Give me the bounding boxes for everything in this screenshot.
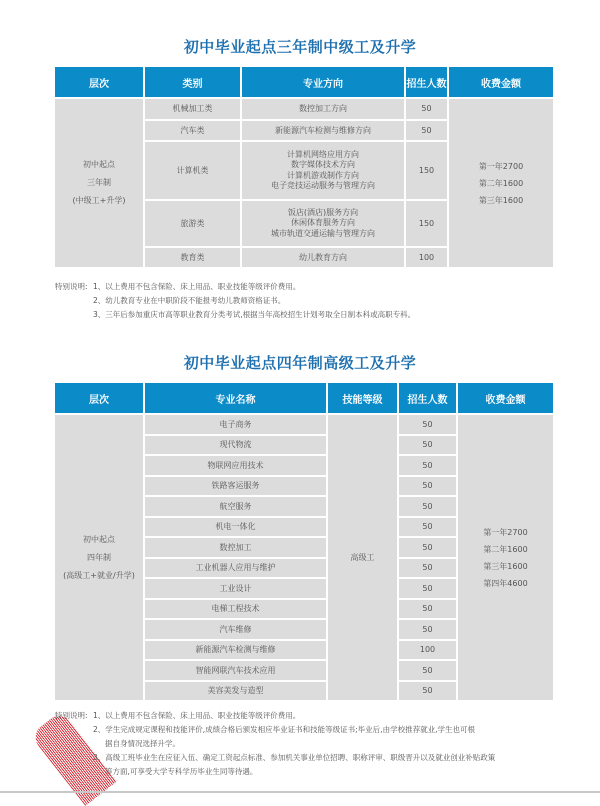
note-item: 3、高级工班毕业生在应征入伍、确定工资起点标准、参加机关事业单位招聘、职称评审、职级晋升以及就业创业补贴政策: [93, 753, 496, 762]
enrollment-cell: 50: [406, 99, 447, 119]
enrollment-cell: 150: [406, 142, 447, 199]
header-skill-level: 技能等级: [328, 383, 397, 413]
enrollment-cell: 50: [399, 415, 456, 434]
category-cell: 机械加工类: [145, 99, 240, 119]
major-cell: 现代物流: [145, 436, 326, 455]
section2-title: 初中毕业起点四年制高级工及升学: [183, 354, 417, 372]
enrollment-cell: 50: [399, 620, 456, 639]
major-cell: 饭店(酒店)服务方向 休闲体育服务方向 城市轨道交通运输与管理方向: [242, 201, 404, 246]
enrollment-cell: 50: [399, 579, 456, 598]
major-cell: 工业设计: [145, 579, 326, 598]
major-cell: 铁路客运服务: [145, 477, 326, 496]
three-year-program-table: [53, 65, 555, 269]
header-major-name: 专业名称: [145, 383, 326, 413]
note-item: 2、幼儿教育专业在中职阶段不能报考幼儿教师资格证书。: [93, 296, 286, 305]
fee-cell: 第一年2700 第二年1600 第三年1600 第四年4600: [458, 415, 553, 700]
header-fee: 收费金额: [449, 67, 553, 97]
note-item: 1、以上费用不包含保险、床上用品、职业技能等级评价费用。: [93, 282, 301, 291]
major-cell: 美容美发与造型: [145, 682, 326, 701]
major-cell: 智能网联汽车技术应用: [145, 661, 326, 680]
enrollment-cell: 50: [399, 682, 456, 701]
major-cell: 汽车维修: [145, 620, 326, 639]
fee-cell: 第一年2700 第二年1600 第三年1600: [449, 99, 553, 267]
table-header-row: [55, 383, 553, 413]
major-cell: 电子商务: [145, 415, 326, 434]
enrollment-cell: 50: [399, 538, 456, 557]
major-cell: 电梯工程技术: [145, 600, 326, 619]
major-cell: 物联网应用技术: [145, 456, 326, 475]
header-level: 层次: [55, 67, 143, 97]
level-cell: 初中起点 四年制 (高级工+就业/升学): [55, 415, 143, 700]
note-item: 2、学生完成规定课程和技能评价,成绩合格后颁发相应毕业证书和技能等级证书;毕业后,由学校推荐就业,学生也可根: [93, 725, 475, 734]
major-cell: 数控加工方向: [242, 99, 404, 119]
category-cell: 旅游类: [145, 201, 240, 246]
section1-notes: [55, 280, 415, 322]
major-cell: 机电一体化: [145, 518, 326, 537]
note-item-continued: 等方面,可享受大学专科学历毕业生同等待遇。: [105, 767, 258, 776]
skill-level-cell: 高级工: [328, 415, 397, 700]
enrollment-cell: 100: [406, 248, 447, 267]
note-item: 1、以上费用不包含保险、床上用品、职业技能等级评价费用。: [93, 711, 301, 720]
major-cell: 航空服务: [145, 497, 326, 516]
enrollment-cell: 50: [399, 600, 456, 619]
header-enrollment: 招生人数: [406, 67, 447, 97]
notes-label: 特别说明:: [55, 282, 88, 291]
header-enrollment: 招生人数: [399, 383, 456, 413]
table-header-row: [55, 67, 553, 97]
four-year-program-table: [53, 381, 555, 702]
major-cell: 新能源汽车检测与维修: [145, 641, 326, 660]
notes-label: 特别说明:: [55, 711, 88, 720]
note-item-continued: 据自身情况选择升学。: [105, 739, 180, 748]
enrollment-cell: 50: [399, 456, 456, 475]
major-cell: 计算机网络应用方向 数字媒体技术方向 计算机游戏制作方向 电子竞技运动服务与管理方向: [242, 142, 404, 199]
enrollment-cell: 50: [399, 477, 456, 496]
major-cell: 新能源汽车检测与维修方向: [242, 121, 404, 140]
category-cell: 教育类: [145, 248, 240, 267]
header-major: 专业方向: [242, 67, 404, 97]
section1-title: 初中毕业起点三年制中级工及升学: [183, 38, 417, 56]
section2-notes: [55, 709, 495, 779]
enrollment-cell: 50: [399, 661, 456, 680]
enrollment-cell: 50: [399, 559, 456, 578]
category-cell: 汽车类: [145, 121, 240, 140]
enrollment-cell: 50: [399, 436, 456, 455]
table-row: [55, 415, 553, 434]
enrollment-cell: 100: [399, 641, 456, 660]
header-level: 层次: [55, 383, 143, 413]
table-row: [55, 99, 553, 119]
header-category: 类别: [145, 67, 240, 97]
header-fee: 收费金额: [458, 383, 553, 413]
major-cell: 数控加工: [145, 538, 326, 557]
enrollment-cell: 50: [399, 518, 456, 537]
major-cell: 幼儿教育方向: [242, 248, 404, 267]
enrollment-cell: 150: [406, 201, 447, 246]
note-item: 3、三年后参加重庆市高等职业教育分类考试,根据当年高校招生计划考取全日制本科或高职专科。: [93, 310, 416, 319]
enrollment-cell: 50: [406, 121, 447, 140]
enrollment-cell: 50: [399, 497, 456, 516]
level-cell: 初中起点 三年制 (中级工+升学): [55, 99, 143, 267]
category-cell: 计算机类: [145, 142, 240, 199]
major-cell: 工业机器人应用与维护: [145, 559, 326, 578]
